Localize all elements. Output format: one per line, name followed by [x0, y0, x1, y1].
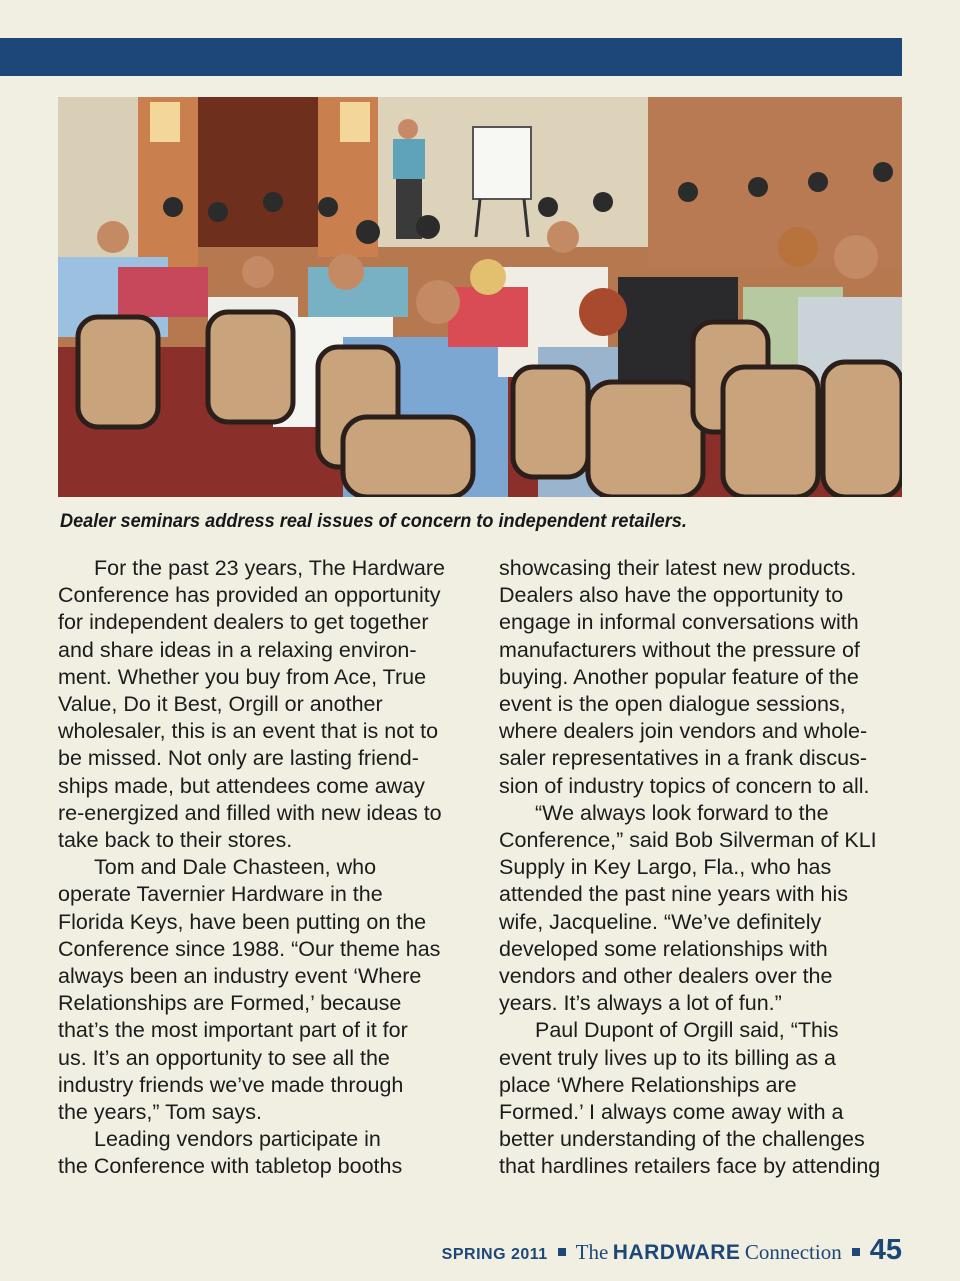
article-column-left — [58, 555, 478, 1181]
publication-title — [576, 1240, 842, 1265]
header-color-band — [0, 38, 902, 76]
paragraph: Leading vendors participate in the Conference with tabletop booths — [58, 1127, 403, 1179]
paragraph: Tom and Dale Chasteen, who operate Tavernier Hardware in the Florida Keys, have been putting on the Conference since 1988. “Our theme has always been an industry event ‘Where Relationships are Formed,’ because that’s the most important part of it for us. It’s an opportunity to see all the industry friends we’ve made through the years,” Tom says. — [58, 855, 441, 1125]
publication-connection: Connection — [744, 1240, 842, 1264]
separator-square-icon — [852, 1248, 860, 1256]
publication-hardware: HARDWARE — [612, 1241, 741, 1264]
page-number: 45 — [869, 1234, 902, 1266]
issue-season: SPRING 2011 — [441, 1246, 548, 1263]
page-footer — [442, 1234, 902, 1268]
separator-square-icon — [558, 1248, 566, 1256]
paragraph: showcasing their latest new products. Dealers also have the opportunity to engage in informal conversations with manufacturers without the pressure of buying. Another popular feature of the event is the open dialogue sessions, where dealers join vendors and whole- saler representatives in a frank discus- sion of industry topics of concern to all. — [499, 556, 870, 798]
photo-caption: Dealer seminars address real issues of concern to independent retailers. — [60, 510, 687, 532]
paragraph: Paul Dupont of Orgill said, “This event truly lives up to its billing as a place ‘Where Relationships are Formed.’ I always come away with a better understanding of the challenges that hardlines retailers face by attending — [499, 1018, 881, 1179]
paragraph: For the past 23 years, The Hardware Conference has provided an opportunity for independent dealers to get together and share ideas in a relaxing environ- ment. Whether you buy from Ace, True Value, Do it Best, Orgill or another wholesaler, this is an event that is not to be missed. Not only are lasting friend- ships made, but attendees come away re-energized and filled with new ideas to take back to their stores. — [58, 556, 445, 853]
article-column-right — [499, 555, 919, 1181]
seminar-photo — [58, 97, 902, 497]
paragraph: “We always look forward to the Conference,” said Bob Silverman of KLI Supply in Key Largo, Fla., who has attended the past nine years with his wife, Jacqueline. “We’ve definitely developed some relationships with vendors and other dealers over the years. It’s always a lot of fun.” — [499, 800, 877, 1016]
publication-the: The — [575, 1240, 609, 1264]
